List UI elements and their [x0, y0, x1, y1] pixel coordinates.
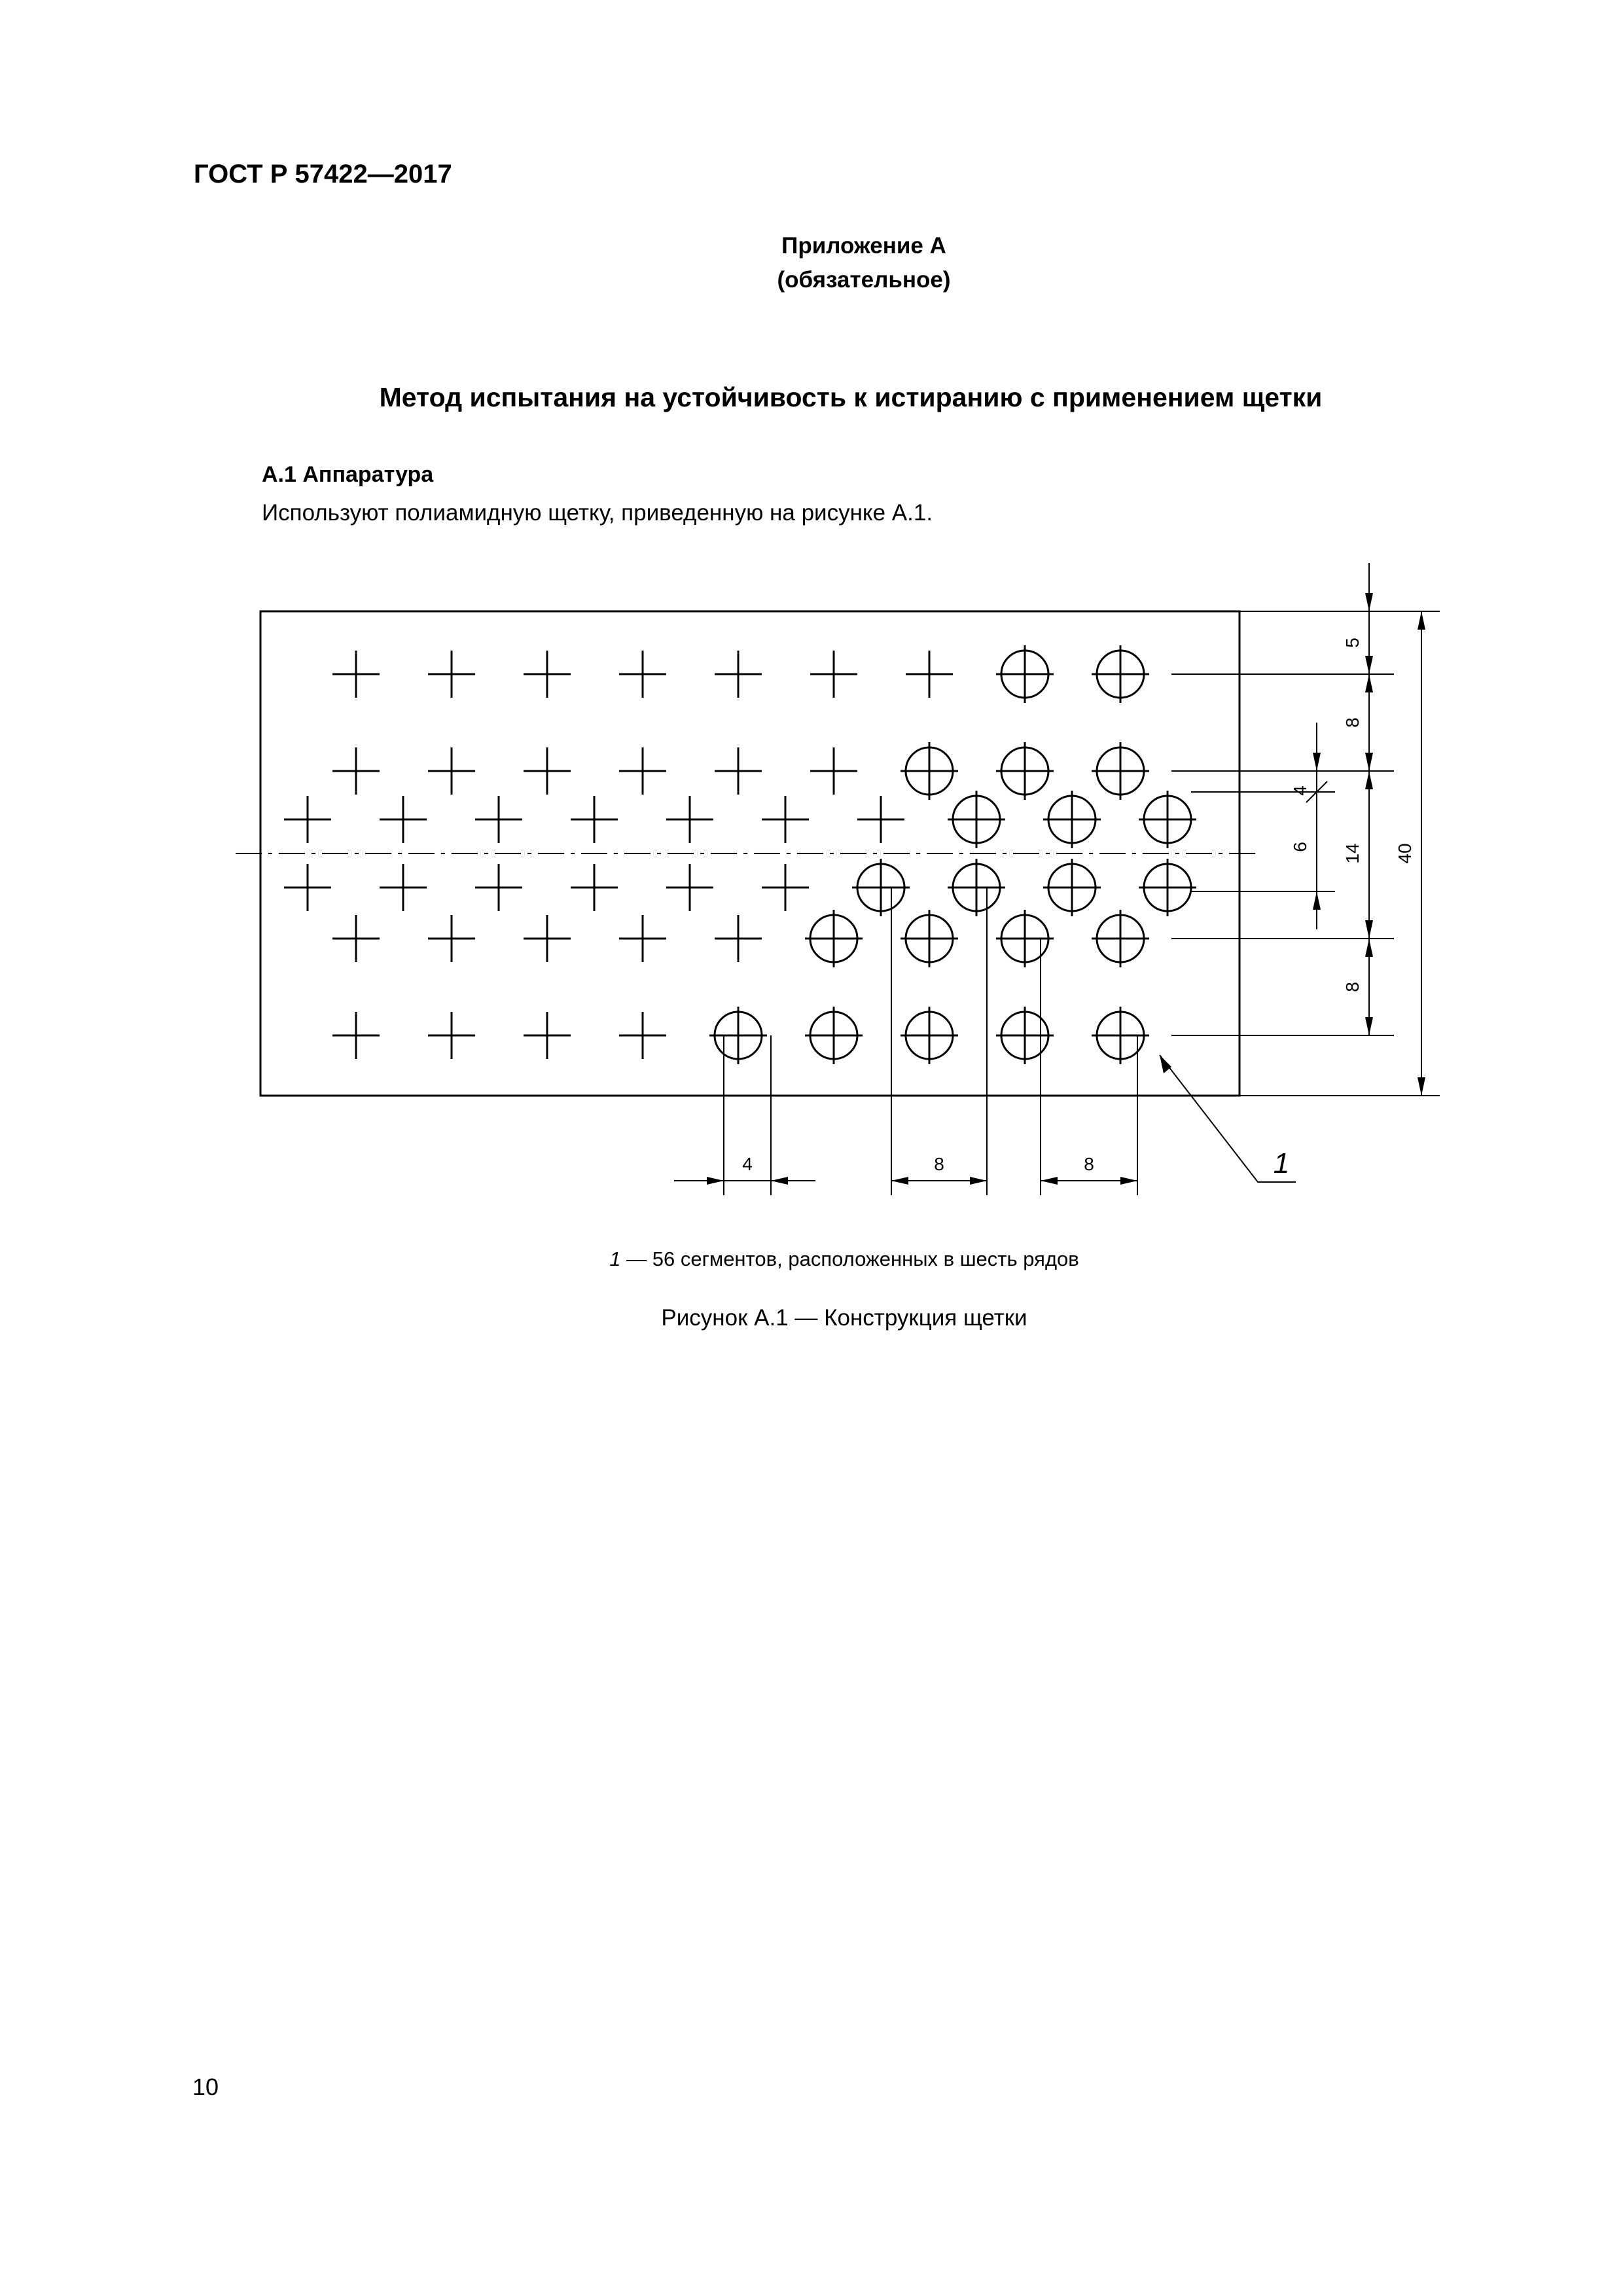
segment-cross: [762, 796, 809, 843]
segment-marks: [284, 645, 1196, 1064]
apparatus-paragraph: Используют полиамидную щетку, приведенную на рисунке А.1.: [262, 500, 933, 526]
segment-cross: [619, 747, 666, 795]
segment-cross: [428, 747, 475, 795]
dim-half-gap: 4: [1290, 785, 1310, 796]
segment-cross: [332, 747, 380, 795]
figure-legend: [0, 1247, 1623, 1271]
bottom-dimensions: [674, 888, 1296, 1195]
segment-circle: [996, 910, 1054, 967]
segment-circle: [901, 910, 958, 967]
segment-cross: [428, 651, 475, 698]
segment-cross: [284, 796, 331, 843]
segment-circle: [805, 1007, 863, 1064]
segment-cross: [857, 796, 904, 843]
segment-cross: [571, 796, 618, 843]
segment-cross: [715, 915, 762, 962]
segment-circle: [805, 910, 863, 967]
dim-pitch-a: 8: [934, 1154, 944, 1174]
dim-middle-span: 14: [1342, 843, 1363, 864]
segment-circle: [1092, 645, 1149, 703]
dim-total-height: 40: [1395, 843, 1415, 864]
segment-cross: [810, 651, 857, 698]
segment-cross: [380, 864, 427, 911]
segment-cross: [619, 1012, 666, 1059]
segment-cross: [571, 864, 618, 911]
segment-circle: [1139, 791, 1196, 848]
annex-status: (обязательное): [777, 267, 951, 293]
segment-circle: [1139, 859, 1196, 916]
dim-circle-diameter: 4: [742, 1154, 753, 1174]
segment-cross: [524, 651, 571, 698]
segment-cross: [524, 747, 571, 795]
callout-number: 1: [1273, 1147, 1290, 1179]
segment-circle: [996, 645, 1054, 703]
segment-cross: [666, 796, 713, 843]
segment-cross: [428, 1012, 475, 1059]
segment-cross: [524, 915, 571, 962]
segment-cross: [715, 747, 762, 795]
dim-top-margin: 5: [1342, 637, 1363, 648]
segment-circle: [1092, 910, 1149, 967]
page-number: 10: [192, 2073, 219, 2100]
segment-cross: [332, 651, 380, 698]
segment-circle: [996, 742, 1054, 800]
segment-cross: [332, 1012, 380, 1059]
segment-circle: [1092, 1007, 1149, 1064]
segment-cross: [332, 915, 380, 962]
subsection-heading: А.1 Аппаратура: [262, 462, 434, 487]
segment-cross: [762, 864, 809, 911]
segment-cross: [475, 864, 522, 911]
segment-cross: [524, 1012, 571, 1059]
segment-cross: [619, 651, 666, 698]
segment-circle: [1092, 742, 1149, 800]
segment-circle: [901, 742, 958, 800]
segment-circle: [996, 1007, 1054, 1064]
dim-row-gap-bottom: 8: [1342, 982, 1363, 992]
segment-circle: [901, 1007, 958, 1064]
segment-circle: [1043, 791, 1101, 848]
segment-cross: [715, 651, 762, 698]
segment-circle: [852, 859, 910, 916]
segment-cross: [475, 796, 522, 843]
segment-circle: [1043, 859, 1101, 916]
dim-row-gap-top: 8: [1342, 717, 1363, 728]
segment-circle: [948, 859, 1005, 916]
dim-pitch-b: 8: [1084, 1154, 1094, 1174]
figure-caption: Рисунок А.1 — Конструкция щетки: [661, 1305, 1027, 1331]
segment-cross: [284, 864, 331, 911]
legend-number: 1: [609, 1247, 621, 1270]
legend-text: — 56 сегментов, расположенных в шесть рядов: [626, 1247, 1079, 1270]
segment-circle: [709, 1007, 767, 1064]
right-dimensions: [1171, 563, 1440, 1096]
segment-cross: [619, 915, 666, 962]
dim-center-gap: 6: [1290, 842, 1310, 852]
segment-circle: [948, 791, 1005, 848]
segment-cross: [810, 747, 857, 795]
document-code: ГОСТ Р 57422—2017: [194, 160, 452, 188]
section-heading: Метод испытания на устойчивость к истиранию с применением щетки: [379, 382, 1323, 412]
segment-cross: [380, 796, 427, 843]
segment-cross: [428, 915, 475, 962]
segment-cross: [906, 651, 953, 698]
annex-label: Приложение А: [781, 233, 946, 259]
segment-cross: [666, 864, 713, 911]
